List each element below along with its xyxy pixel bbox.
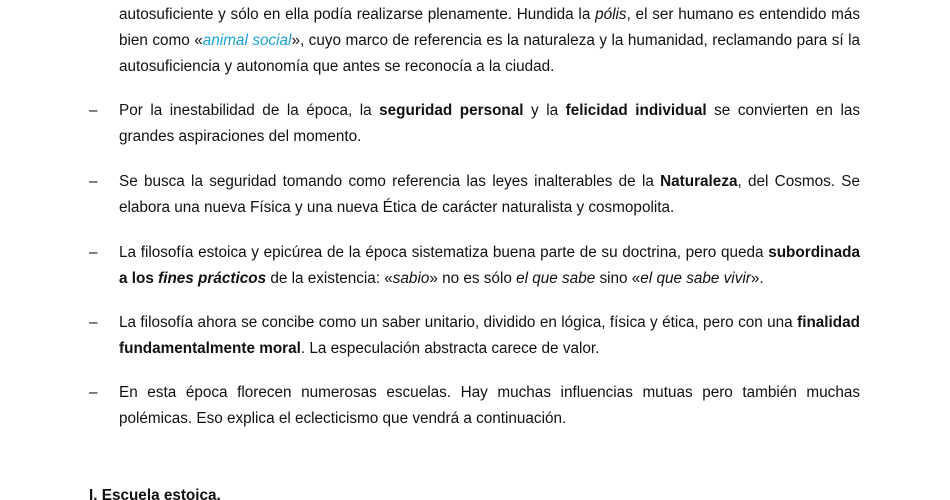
bullet-marker: ‒ [89, 102, 98, 119]
bullet-marker: ‒ [89, 244, 98, 261]
intro-paragraph [119, 2, 860, 80]
animal-social-link[interactable]: animal social [202, 32, 292, 49]
bullet-item-seguridad: Por la inestabilidad de la época, la seguridad personal y la felicidad individual se convierten en las grandes aspiraciones del momento. [119, 102, 861, 145]
bullet-marker: ‒ [89, 314, 98, 331]
polis-term: pólis [595, 6, 627, 23]
bullet-marker: ‒ [89, 384, 98, 401]
intro-line-1: autosuficiente y sólo en ella podía realizarse plenamente. Hundida la pólis, el ser humano es entendido más [119, 6, 860, 23]
intro-line-3: autosuficiencia y autonomía que antes se reconocía a la ciudad. [119, 58, 555, 75]
bullet-marker: ‒ [89, 173, 98, 190]
section-heading: I. Escuela estoica. [89, 487, 221, 500]
bullet-item-filosofia-estoica: La filosofía estoica y epicúrea de la época sistematiza buena parte de su doctrina, pero queda subordinada a los fines prácticos de la existencia: «sabio» no es sólo el que sabe sino «el que sabe vivir». [119, 244, 860, 287]
bullet-item-escuelas: En esta época florecen numerosas escuelas. Hay muchas influencias mutuas pero también muchas polémicas. Eso explica el eclecticismo que vendrá a continuación. [119, 384, 860, 427]
bullet-item-saber-unitario: La filosofía ahora se concibe como un saber unitario, dividido en lógica, física y ética, pero con una finalidad fundamentalmente moral. La especulación abstracta carece de valor. [119, 314, 860, 357]
intro-line-2: bien como «animal social», cuyo marco de referencia es la naturaleza y la humanidad, reclamando para sí la [119, 32, 860, 49]
bullet-item-naturaleza: Se busca la seguridad tomando como referencia las leyes inalterables de la Naturaleza, del Cosmos. Se elabora una nueva Física y una nueva Ética de carácter naturalista y cosmopolita. [119, 173, 860, 216]
